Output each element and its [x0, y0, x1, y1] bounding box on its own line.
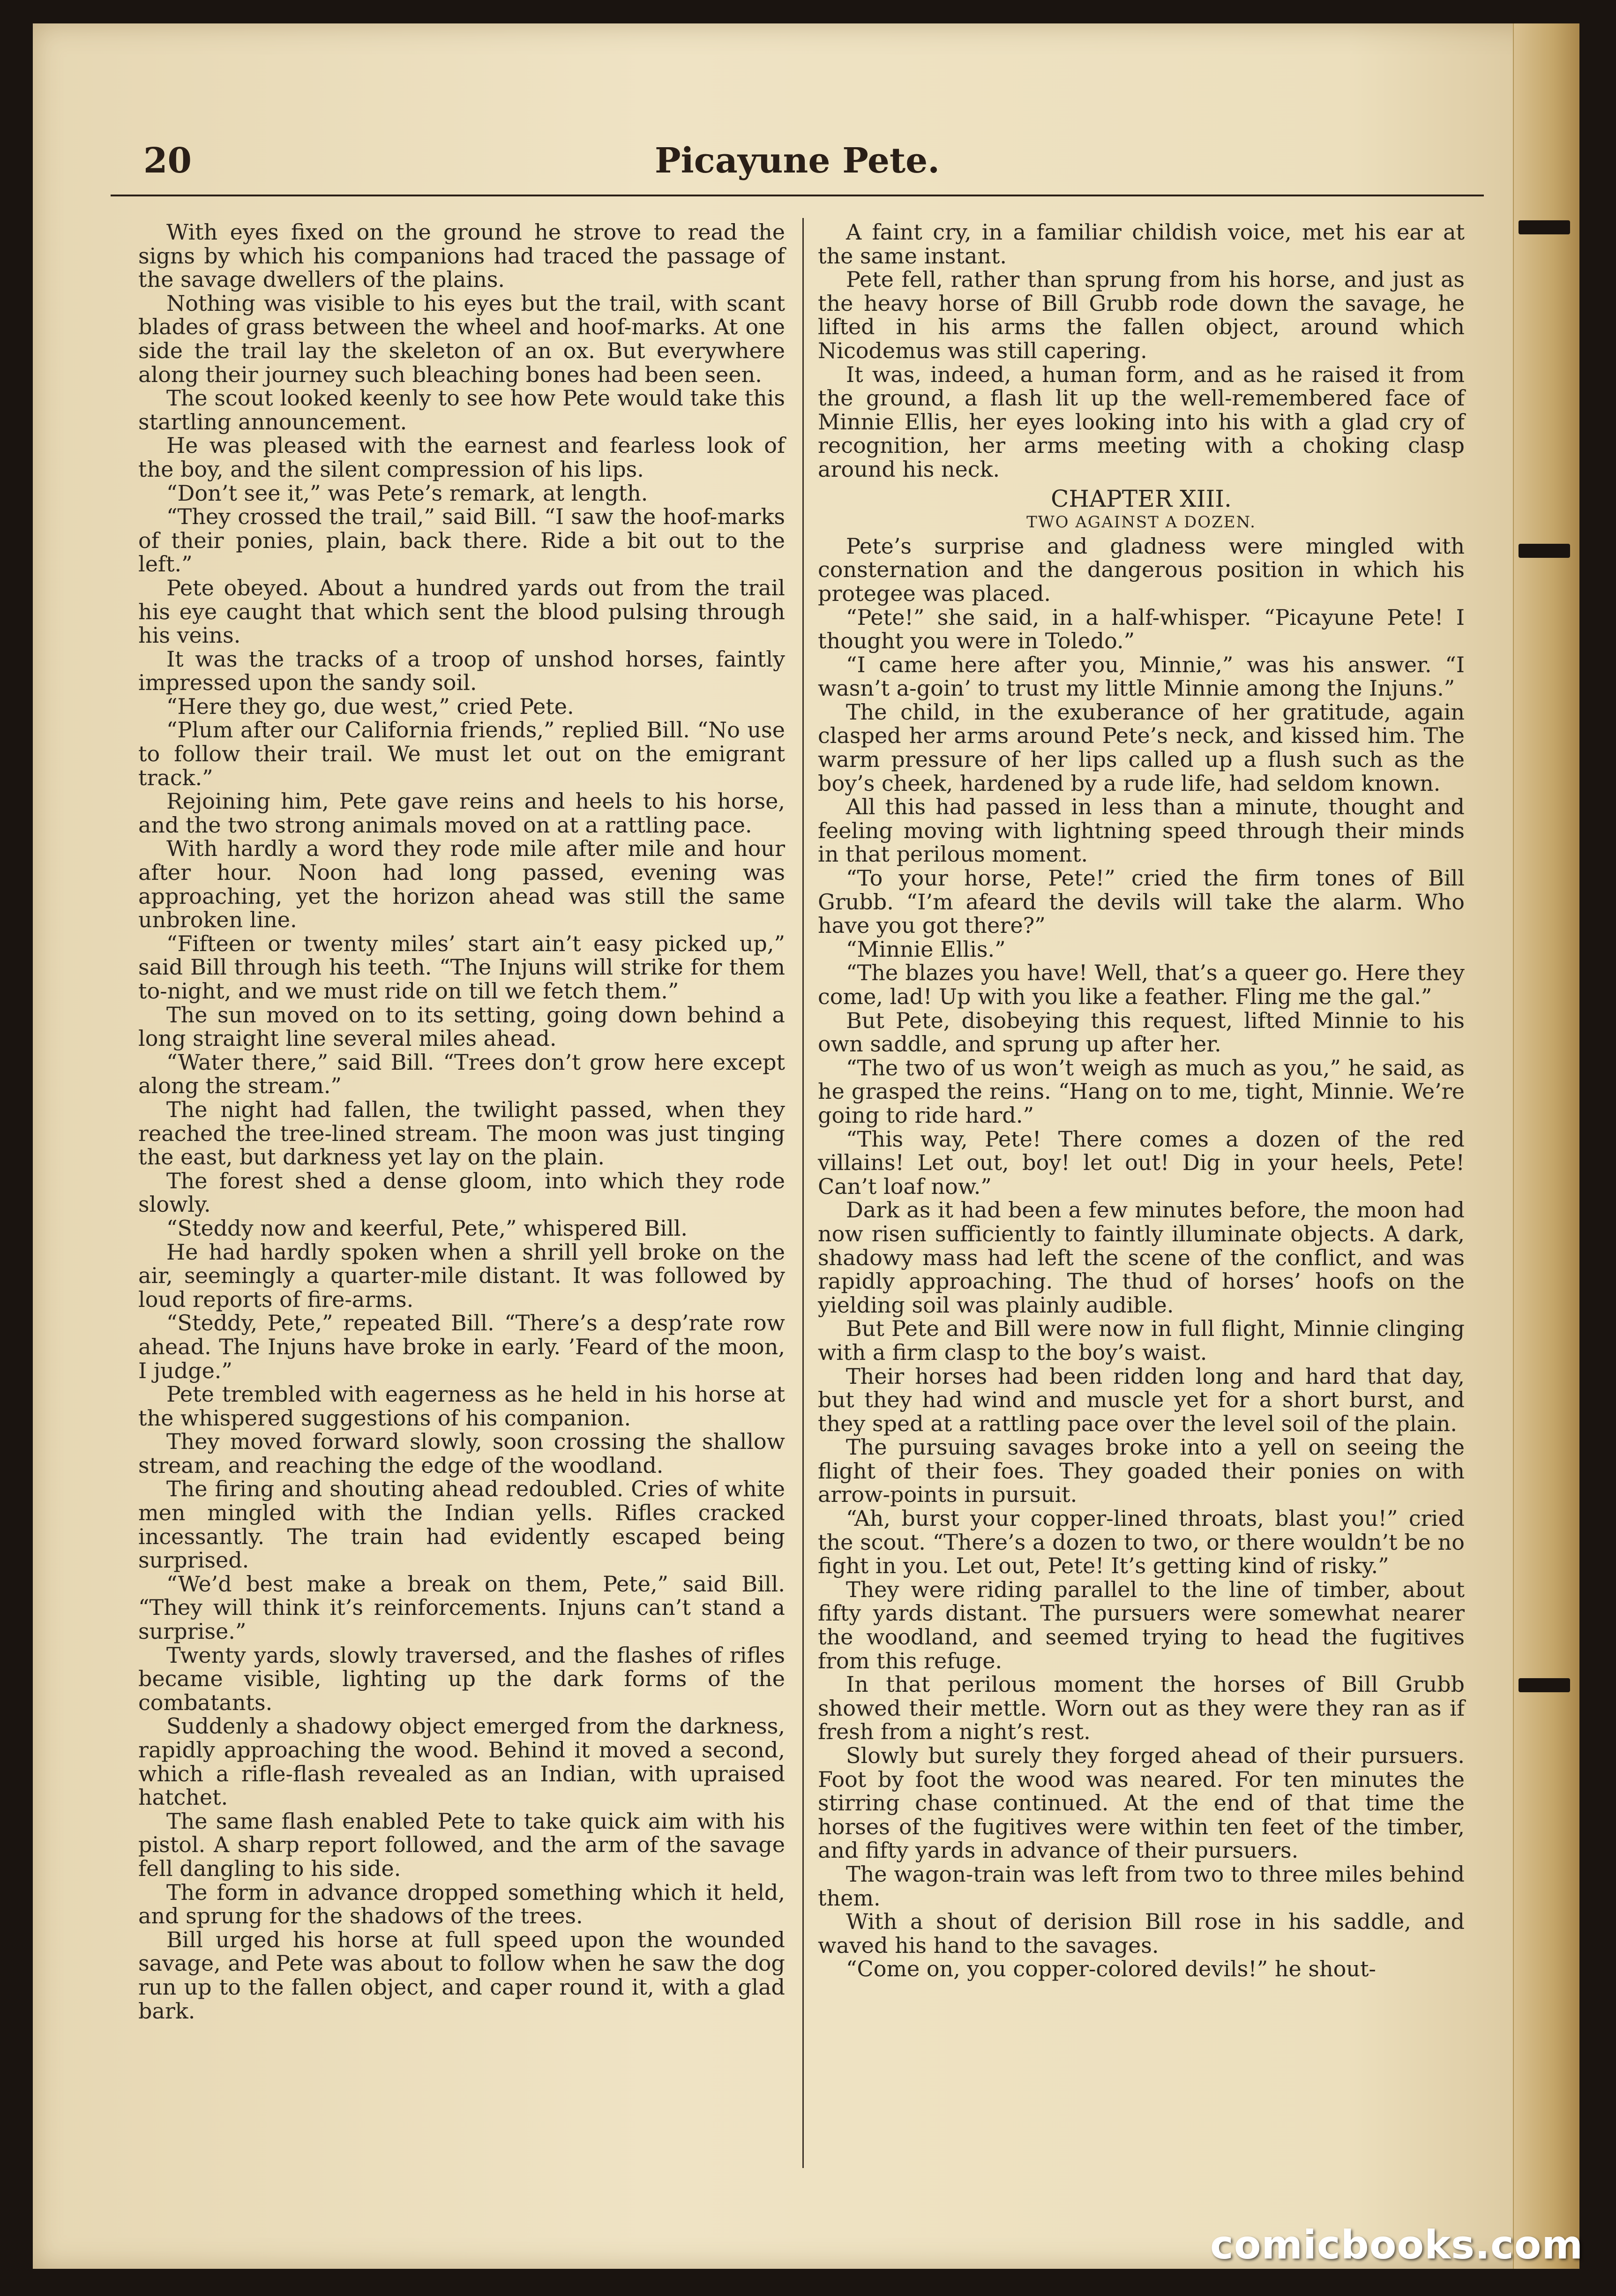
paragraph: He had hardly spoken when a shrill yell broke on the air, seemingly a quarter-mile distant. It was followed by loud reports of fire-arms.: [138, 1239, 785, 1312]
paragraph: Their horses had been ridden long and hard that day, but they had wind and muscle yet for a short burst, and they sped at a rattling pace over the level soil of the plain.: [818, 1363, 1465, 1436]
right-column: [818, 220, 1465, 1981]
page-header: [111, 141, 1484, 206]
paragraph: With hardly a word they rode mile after mile and hour after hour. Noon had long passed, evening was approaching, yet the horizon ahead was still the same unbroken line.: [138, 836, 785, 933]
paragraph: Twenty yards, slowly traversed, and the flashes of rifles became visible, lighting up the dark forms of the combatants.: [138, 1642, 785, 1715]
paragraph: “The two of us won’t weigh as much as you,” he said, as he grasped the reins. “Hang on to me, tight, Minnie. We’re going to ride hard.”: [818, 1055, 1465, 1128]
paragraph: The wagon-train was left from two to three miles behind them.: [818, 1861, 1465, 1911]
site-watermark: comicbooks.com: [1210, 2222, 1583, 2268]
paragraph: “Water there,” said Bill. “Trees don’t grow here except along the stream.”: [138, 1049, 785, 1099]
paragraph: Pete obeyed. About a hundred yards out from the trail his eye caught that which sent the blood pulsing through his veins.: [138, 575, 785, 648]
paragraph: Bill urged his horse at full speed upon the wounded savage, and Pete was about to follow when he saw the dog run up to the fallen object, and caper round it, with a glad bark.: [138, 1927, 785, 2024]
page-number: 20: [143, 141, 192, 181]
paragraph: “Plum after our California friends,” replied Bill. “No use to follow their trail. We must let out on the emigrant track.”: [138, 717, 785, 790]
paragraph: It was the tracks of a troop of unshod horses, faintly impressed upon the sandy soil.: [138, 646, 785, 696]
paragraph: Suddenly a shadowy object emerged from the darkness, rapidly approaching the wood. Behind it moved a second, which a rifle-flash revealed as an Indian, with upraised hatchet.: [138, 1713, 785, 1810]
paragraph: The child, in the exuberance of her gratitude, again clasped her arms around Pete’s neck, and kissed him. The warm pressure of her lips called up a flush such as the boy’s cheek, hardened by a rude life, had seldom known.: [818, 699, 1465, 796]
paragraph: Pete’s surprise and gladness were mingled with consternation and the dangerous position in which his protegee was placed.: [818, 533, 1465, 606]
paragraph: “To your horse, Pete!” cried the firm tones of Bill Grubb. “I’m afeard the devils will take the alarm. Who have you got there?”: [818, 865, 1465, 938]
page-title: Picayune Pete.: [655, 141, 940, 181]
paragraph: They moved forward slowly, soon crossing the shallow stream, and reaching the edge of the woodland.: [138, 1429, 785, 1478]
paragraph: It was, indeed, a human form, and as he raised it from the ground, a flash lit up the well-remembered face of Minnie Ellis, her eyes looking into his with a glad cry of recognition, her arms meeting with a choking clasp around his neck.: [818, 361, 1465, 482]
staple: [1519, 1678, 1570, 1692]
paragraph: Pete fell, rather than sprung from his horse, and just as the heavy horse of Bill Grubb rode down the savage, he lifted in his arms the fallen object, around which Nicodemus was still capering.: [818, 267, 1465, 363]
paragraph: But Pete and Bill were now in full flight, Minnie clinging with a firm clasp to the boy’s waist.: [818, 1316, 1465, 1365]
paragraph: Nothing was visible to his eyes but the trail, with scant blades of grass between the wheel and hoof-marks. At one side the trail lay the skeleton of an ox. But everywhere along their journey such bleaching bones had been seen.: [138, 290, 785, 387]
paragraph: “They crossed the trail,” said Bill. “I saw the hoof-marks of their ponies, plain, back there. Ride a bit out to the left.”: [138, 504, 785, 577]
column-divider: [802, 218, 804, 2168]
paragraph: The same flash enabled Pete to take quick aim with his pistol. A sharp report followed, and the arm of the savage fell dangling to his side.: [138, 1808, 785, 1881]
paragraph: With a shout of derision Bill rose in his saddle, and waved his hand to the savages.: [818, 1909, 1465, 1958]
staple: [1519, 220, 1570, 234]
paragraph: The form in advance dropped something which it held, and sprung for the shadows of the trees.: [138, 1879, 785, 1929]
paragraph: “We’d best make a break on them, Pete,” said Bill. “They will think it’s reinforcements. Injuns can’t stand a surprise.”: [138, 1571, 785, 1644]
paragraph: In that perilous moment the horses of Bill Grubb showed their mettle. Worn out as they were they ran as if fresh from a night’s rest.: [818, 1672, 1465, 1745]
paragraph: All this had passed in less than a minute, thought and feeling moving with lightning speed through their minds in that perilous moment.: [818, 794, 1465, 867]
header-rule: [111, 195, 1484, 196]
paragraph: Rejoining him, Pete gave reins and heels to his horse, and the two strong animals moved on at a rattling pace.: [138, 788, 785, 838]
paragraph: “Don’t see it,” was Pete’s remark, at length.: [166, 480, 648, 506]
paragraph: Dark as it had been a few minutes before, the moon had now risen sufficiently to faintly illuminate objects. A dark, shadowy mass had left the scene of the conflict, and was rapidly approaching. The thud of horses’ hoofs on the yielding soil was plainly audible.: [818, 1197, 1465, 1318]
paragraph: He was pleased with the earnest and fearless look of the boy, and the silent compression of his lips.: [138, 433, 785, 482]
paragraph: “Pete!” she said, in a half-whisper. “Picayune Pete! I thought you were in Toledo.”: [818, 604, 1465, 654]
chapter-subtitle: TWO AGAINST A DOZEN.: [1026, 513, 1256, 532]
paragraph: “The blazes you have! Well, that’s a queer go. Here they come, lad! Up with you like a feather. Fling me the gal.”: [818, 960, 1465, 1009]
chapter-title: CHAPTER XIII.: [1051, 485, 1232, 512]
paragraph: With eyes fixed on the ground he strove to read the signs by which his companions had traced the passage of the savage dwellers of the plains.: [138, 219, 785, 293]
staple: [1519, 544, 1570, 558]
binding-spine: [1513, 23, 1579, 2269]
paragraph: The firing and shouting ahead redoubled. Cries of white men mingled with the Indian yells. Rifles cracked incessantly. The train had evidently escaped being surprised.: [138, 1476, 785, 1573]
paragraph: “Here they go, due west,” cried Pete.: [166, 693, 574, 719]
paragraph: “Steddy now and keerful, Pete,” whispered Bill.: [166, 1215, 688, 1241]
paragraph: A faint cry, in a familiar childish voice, met his ear at the same instant.: [818, 219, 1465, 269]
paragraph: The scout looked keenly to see how Pete would take this startling announcement.: [138, 385, 785, 435]
left-column: [138, 220, 785, 2023]
paragraph: Slowly but surely they forged ahead of their pursuers. Foot by foot the wood was neared. For ten minutes the stirring chase continued. At the end of that time the horses of the fugitives were within ten feet of the timber, and fifty yards in advance of their pursuers.: [818, 1743, 1465, 1863]
paragraph: Pete trembled with eagerness as he held in his horse at the whispered suggestions of his companion.: [138, 1381, 785, 1431]
paragraph: But Pete, disobeying this request, lifted Minnie to his own saddle, and sprung up after her.: [818, 1007, 1465, 1057]
paragraph: The night had fallen, the twilight passed, when they reached the tree-lined stream. The moon was just tinging the east, but darkness yet lay on the plain.: [138, 1096, 785, 1170]
paragraph: “Ah, burst your copper-lined throats, blast you!” cried the scout. “There’s a dozen to two, or there wouldn’t be no fight in you. Let out, Pete! It’s getting kind of risky.”: [818, 1506, 1465, 1579]
paragraph: “I came here after you, Minnie,” was his answer. “I wasn’t a-goin’ to trust my little Minnie among the Injuns.”: [818, 652, 1465, 701]
paragraph: The sun moved on to its setting, going down behind a long straight line several miles ahead.: [138, 1002, 785, 1051]
paragraph: They were riding parallel to the line of timber, about fifty yards distant. The pursuers were somewhat nearer the woodland, and seemed trying to head the fugitives from this refuge.: [818, 1576, 1465, 1673]
paragraph: The pursuing savages broke into a yell on seeing the flight of their foes. They goaded their ponies on with arrow-points in pursuit.: [818, 1434, 1465, 1508]
paragraph: “Fifteen or twenty miles’ start ain’t easy picked up,” said Bill through his teeth. “The Injuns will strike for them to-night, and we must ride on till we fetch them.”: [138, 930, 785, 1004]
paragraph: The forest shed a dense gloom, into which they rode slowly.: [138, 1168, 785, 1217]
paragraph: “This way, Pete! There comes a dozen of the red villains! Let out, boy! let out! Dig in your heels, Pete! Can’t loaf now.”: [818, 1126, 1465, 1199]
paragraph: “Steddy, Pete,” repeated Bill. “There’s a desp’rate row ahead. The Injuns have broke in early. ’Feard of the moon, I judge.”: [138, 1310, 785, 1383]
paragraph: “Come on, you copper-colored devils!” he shout-: [846, 1956, 1376, 1982]
paragraph: “Minnie Ellis.”: [846, 936, 1006, 962]
